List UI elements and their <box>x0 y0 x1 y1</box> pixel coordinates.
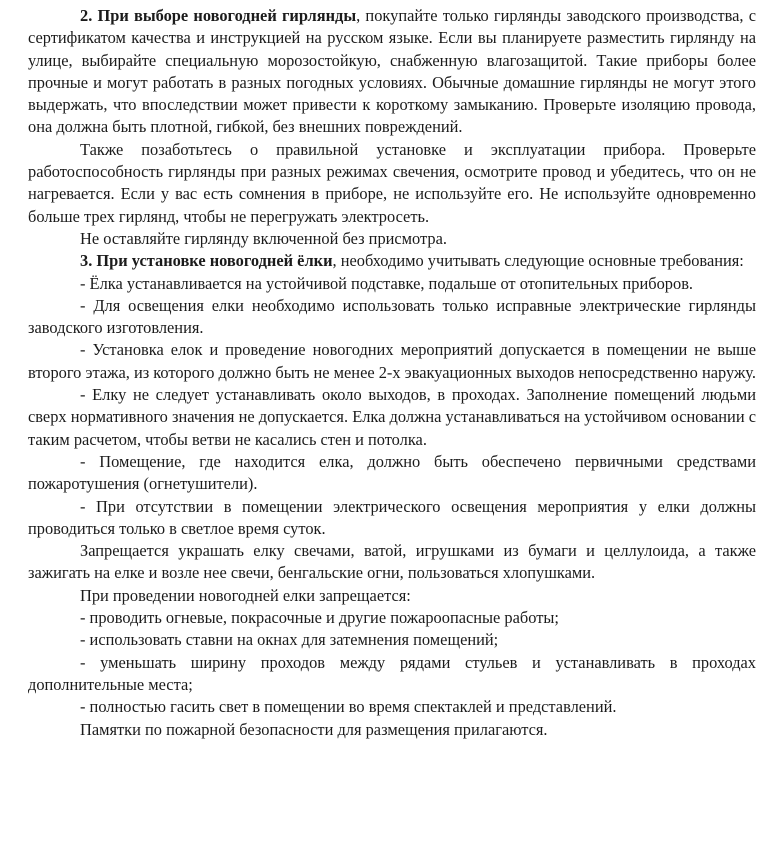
section-2-heading: 2. При выборе новогодней гирлянды <box>80 6 357 25</box>
requirement-item: - Помещение, где находится елка, должно быть обеспечено первичными средствами пожаротушения (огнетушители). <box>28 451 756 494</box>
requirement-item: - Ёлка устанавливается на устойчивой подставке, подальше от отопительных приборов. <box>80 273 694 293</box>
closing-paragraph: Памятки по пожарной безопасности для размещения прилагаются. <box>80 719 548 739</box>
requirement-item: - Елку не следует устанавливать около выходов, в проходах. Заполнение помещений людьми сверх нормативного значения не допускается. Елка должна устанавливаться на устойчивом основании с таким расчетом, чтобы ветви не касались стен и потолка. <box>28 385 756 449</box>
during-event-paragraph: При проведении новогодней елки запрещается: <box>80 585 411 605</box>
install-paragraph: Также позаботьтесь о правильной установке и эксплуатации прибора. Проверьте работоспособность гирлянды при разных режимах свечения, осмотрите провод и убедитесь, что он не нагревается. Если у вас есть сомнения в приборе, не используйте его. Не используйте одновременно больше трех гирлянд, чтобы не перегружать электросеть. <box>28 139 756 226</box>
section-3-text: , необходимо учитывать следующие основные требования: <box>332 251 744 271</box>
section-3-heading: 3. При установке новогодней ёлки <box>80 251 333 271</box>
forbidden-decor-paragraph: Запрещается украшать елку свечами, ватой, игрушками из бумаги и целлулоида, а также зажигать на елке и возле нее свечи, бенгальские огни, пользоваться хлопушками. <box>28 541 756 583</box>
requirement-item: - При отсутствии в помещении электрического освещения мероприятия у елки должны проводиться только в светлое время суток. <box>28 496 756 538</box>
section-2-text: , покупайте только гирлянды заводского производства, с сертификатом качества и инструкцией на русском языке. Если вы планируете разместить гирлянду на улице, выбирайте специальную морозостойкую, снабженную влагозащитой. Такие приборы более прочные и могут работать в разных погодных условиях. Обычные домашние гирлянды не могут этого выдержать, что впоследствии может привести к короткому замыканию. Проверьте изоляцию провода, она должна быть плотной, гибкой, без внешних повреждений. <box>28 6 756 137</box>
prohibition-item: - уменьшать ширину проходов между рядами стульев и устанавливать в проходах дополнительные места; <box>28 652 756 694</box>
prohibition-item: - использовать ставни на окнах для затемнения помещений; <box>80 630 499 650</box>
document-page <box>28 5 756 741</box>
requirement-item: - Для освещения елки необходимо использовать только исправные электрические гирлянды заводского изготовления. <box>28 295 756 338</box>
unattended-paragraph: Не оставляйте гирлянду включенной без присмотра. <box>80 228 447 248</box>
requirement-item: - Установка елок и проведение новогодних мероприятий допускается в помещении не выше второго этажа, из которого должно быть не менее 2-х эвакуационных выходов непосредственно наружу. <box>28 340 756 382</box>
section-3-paragraph <box>28 250 756 272</box>
prohibition-item: - полностью гасить свет в помещении во время спектаклей и представлений. <box>80 697 617 717</box>
section-2-paragraph <box>28 5 756 139</box>
prohibition-item: - проводить огневые, покрасочные и другие пожароопасные работы; <box>80 608 559 628</box>
